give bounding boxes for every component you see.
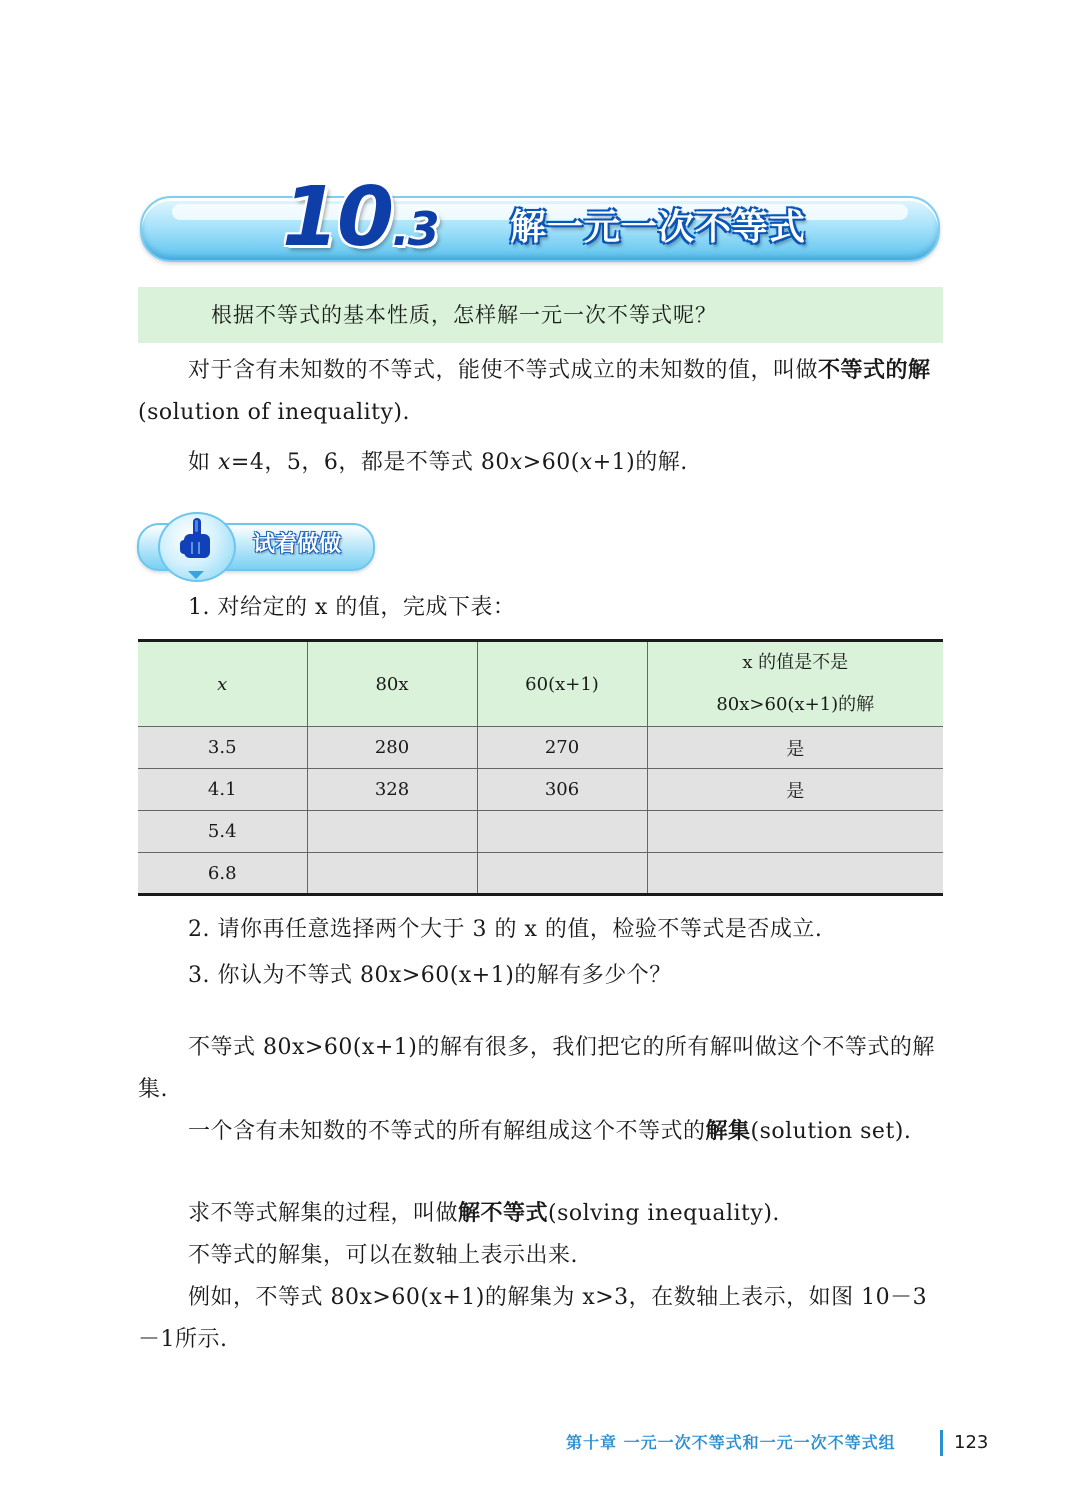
cell-answer xyxy=(647,853,943,895)
table-row xyxy=(138,811,943,853)
table-row xyxy=(138,853,943,895)
cell-x: 3.5 xyxy=(138,727,307,769)
try-item-2: 2. 请你再任意选择两个大于 3 的 x 的值，检验不等式是否成立. xyxy=(188,917,823,942)
guiding-question: 根据不等式的基本性质，怎样解一元一次不等式呢？ xyxy=(211,303,717,327)
paragraph-number-line: 不等式的解集，可以在数轴上表示出来. xyxy=(188,1243,578,1268)
footer-chapter-title: 第十章 一元一次不等式和一元一次不等式组 xyxy=(566,1433,896,1452)
value-table xyxy=(138,639,943,896)
example-paragraph: 如 x=4，5，6，都是不等式 80x>60(x+1)的解. xyxy=(188,450,688,475)
try-item-1: 1. 对给定的 x 的值，完成下表： xyxy=(188,595,516,620)
cell-80x: 280 xyxy=(307,727,477,769)
cell-answer: 是 xyxy=(647,769,943,811)
cell-x: 6.8 xyxy=(138,853,307,895)
cell-60x1 xyxy=(477,811,647,853)
page-number: 123 xyxy=(954,1432,989,1453)
cell-80x xyxy=(307,853,477,895)
paragraph-solution-set-definition: 一个含有未知数的不等式的所有解组成这个不等式的解集(solution set). xyxy=(188,1119,912,1144)
pointing-hand-icon xyxy=(176,516,216,564)
header-is-solution-line2: 80x>60(x+1)的解 xyxy=(716,694,875,715)
section-number: 10.3 xyxy=(282,170,438,265)
try-label: 试着做做 xyxy=(253,532,342,557)
term-solving-inequality: 解不等式 xyxy=(458,1201,549,1226)
table-row xyxy=(138,769,943,811)
header-x: x xyxy=(138,641,307,727)
header-80x: 80x xyxy=(307,641,477,727)
header-is-solution xyxy=(647,641,943,727)
cell-x: 5.4 xyxy=(138,811,307,853)
cell-60x1: 306 xyxy=(477,769,647,811)
paragraph-example-figure: 例如，不等式 80x>60(x+1)的解集为 x>3，在数轴上表示，如图 10－3－1所示. xyxy=(138,1285,928,1352)
cell-80x: 328 xyxy=(307,769,477,811)
table-header-row xyxy=(138,641,943,727)
term-solution: 不等式的解 xyxy=(818,358,931,383)
header-60x1: 60(x+1) xyxy=(477,641,647,727)
try-item-3: 3. 你认为不等式 80x>60(x+1)的解有多少个？ xyxy=(188,963,672,988)
paragraph-solution-set-intro: 不等式 80x>60(x+1)的解有很多，我们把它的所有解叫做这个不等式的解集. xyxy=(138,1035,935,1102)
cell-60x1: 270 xyxy=(477,727,647,769)
cell-answer xyxy=(647,811,943,853)
try-badge-arrow xyxy=(188,571,204,579)
table-row xyxy=(138,727,943,769)
cell-x: 4.1 xyxy=(138,769,307,811)
cell-60x1 xyxy=(477,853,647,895)
cell-answer: 是 xyxy=(647,727,943,769)
section-title: 解一元一次不等式 xyxy=(510,207,807,248)
paragraph-solving-definition: 求不等式解集的过程，叫做解不等式(solving inequality). xyxy=(188,1201,780,1226)
cell-80x xyxy=(307,811,477,853)
header-is-solution-line1: x 的值是不是 xyxy=(742,652,849,673)
definition-paragraph: 对于含有未知数的不等式，能使不等式成立的未知数的值，叫做不等式的解(solution of inequality). xyxy=(138,358,931,425)
footer-divider xyxy=(940,1430,943,1456)
term-solution-set: 解集 xyxy=(705,1119,751,1144)
